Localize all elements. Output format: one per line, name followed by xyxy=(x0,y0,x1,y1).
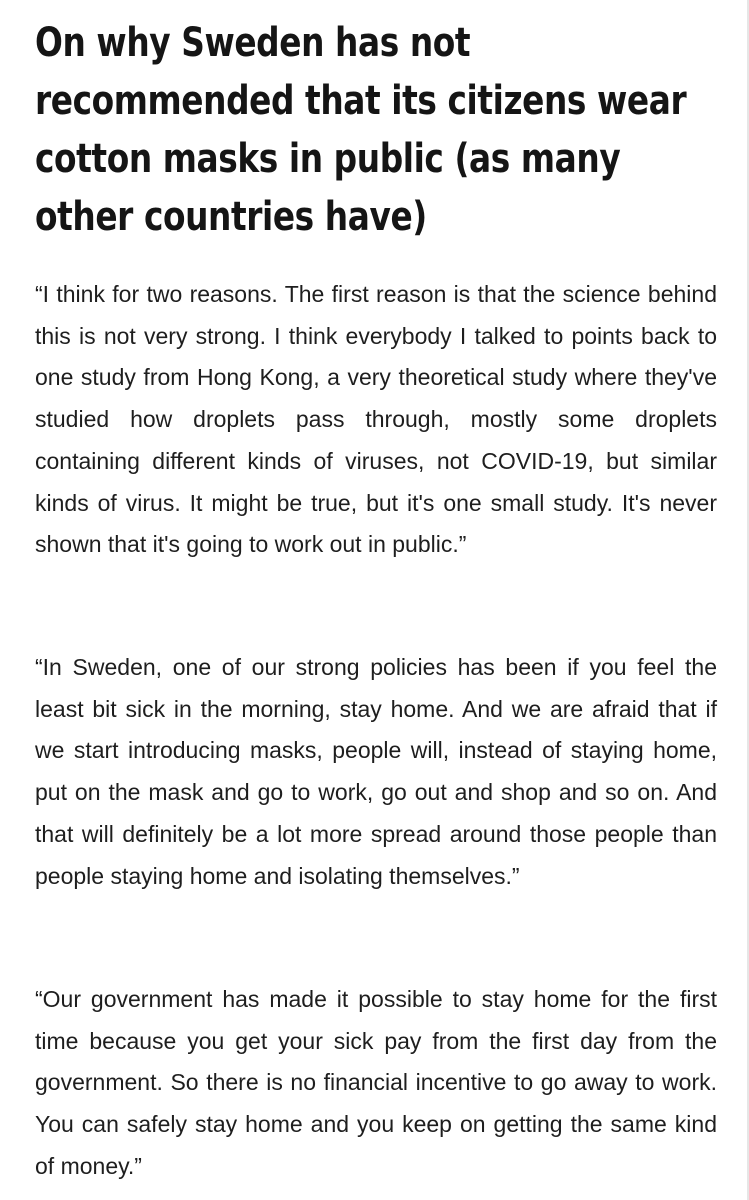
quote-paragraph-3: “Our government has made it possible to stay home for the first time because you get your sick pay from the first day from the government. So there is no financial incentive to go away to work. You can safely stay home and you keep on getting the same kind of money.” xyxy=(35,986,717,1179)
article xyxy=(35,0,717,1179)
article-headline: On why Sweden has not recommended that its citizens wear cotton masks in public (as many other countries have) xyxy=(35,20,687,240)
quote-paragraph-1: “I think for two reasons. The first reason is that the science behind this is not very strong. I think everybody I talked to points back to one study from Hong Kong, a very theoretical study where they've studied how droplets pass through, mostly some droplets containing different kinds of viruses, not COVID-19, but similar kinds of virus. It might be true, but it's one small study. It's never shown that it's going to work out in public.” xyxy=(35,281,717,558)
quote-paragraph-2: “In Sweden, one of our strong policies has been if you feel the least bit sick in the morning, stay home. And we are afraid that if we start introducing masks, people will, instead of staying home, put on the mask and go to work, go out and shop and so on. And that will definitely be a lot more spread around those people than people staying home and isolating themselves.” xyxy=(35,654,717,889)
